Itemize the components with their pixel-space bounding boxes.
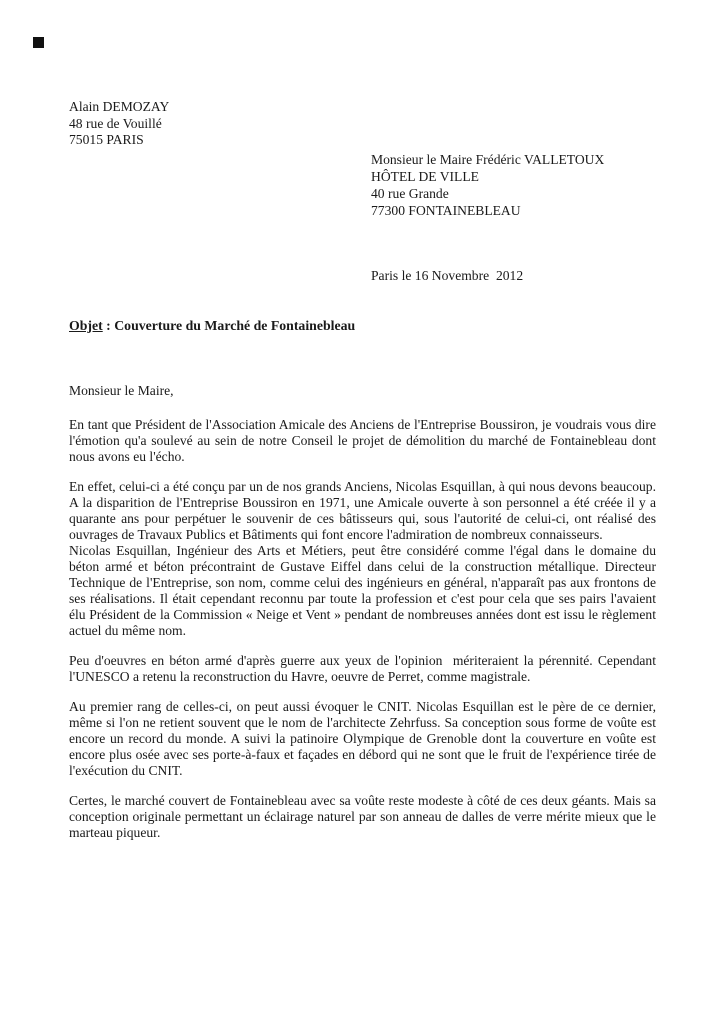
paragraph-4: Peu d'oeuvres en béton armé d'après guerre aux yeux de l'opinion mériteraient la pérennité. Cependant l'UNESCO a retenu la reconstruction du Havre, oeuvre de Perret, comme magistrale. — [69, 653, 656, 684]
paragraph-6: Certes, le marché couvert de Fontainebleau avec sa voûte reste modeste à côté de ces deux géants. Mais sa conception originale permettant un éclairage naturel par son anneau de dalles de verre mérite mieux que le marteau piqueur. — [69, 793, 656, 840]
date-line: Paris le 16 Novembre 2012 — [371, 268, 524, 283]
recipient-name: Monsieur le Maire Frédéric VALLETOUX — [371, 152, 605, 167]
letter-body — [69, 383, 656, 841]
paragraph-5: Au premier rang de celles-ci, on peut aussi évoquer le CNIT. Nicolas Esquillan est le père de ce dernier, même si l'on ne retient souvent que le nom de l'architecte Zehrfuss. Sa conception sous forme de voûte est encore un record du monde. A suivi la patinoire Olympique de Grenoble dont la couverture en voûte est encore plus osée avec ses porte-à-faux et façades en débord qui ne sont que le fruit de l'expérience tirée de l'exécution du CNIT. — [69, 699, 656, 778]
sender-address-block — [69, 99, 169, 149]
subject-separator: : — [102, 318, 115, 333]
subject-text: Couverture du Marché de Fontainebleau — [114, 318, 356, 333]
sender-street: 48 rue de Vouillé — [69, 115, 162, 131]
sender-name: Alain DEMOZAY — [69, 99, 170, 114]
recipient-city: 77300 FONTAINEBLEAU — [371, 203, 521, 218]
subject-line — [69, 318, 355, 334]
recipient-institution: HÔTEL DE VILLE — [371, 169, 479, 184]
recipient-street: 40 rue Grande — [371, 186, 449, 201]
salutation: Monsieur le Maire, — [69, 383, 174, 398]
subject-label: Objet — [69, 318, 103, 333]
sender-city: 75015 PARIS — [69, 132, 144, 147]
scan-artifact-mark — [33, 37, 44, 48]
paragraph-2: En effet, celui-ci a été conçu par un de nos grands Anciens, Nicolas Esquillan, à qui nous devons beaucoup. A la disparition de l'Entreprise Boussiron en 1971, une Amicale ouverte à son personnel a été créée il y a quarante ans pour perpétuer le souvenir de ces bâtisseurs qui, sous l'autorité de celui-ci, ont réalisé des ouvrages de Travaux Publics et Bâtiments qui font encore l'admiration de nombreux connaisseurs. — [69, 479, 656, 542]
paragraph-1: En tant que Président de l'Association Amicale des Anciens de l'Entreprise Boussiron, je voudrais vous dire l'émotion qu'a soulevé au sein de notre Conseil le projet de démolition du marché de Fontainebleau dont nous avons eu l'écho. — [69, 417, 656, 464]
paragraph-3: Nicolas Esquillan, Ingénieur des Arts et Métiers, peut être considéré comme l'égal dans le domaine du béton armé et béton précontraint de Gustave Eiffel dans celui de la construction métallique. Directeur Technique de l'Entreprise, son nom, comme celui des ingénieurs en général, n'apparaît pas aux frontons de ses réalisations. Il était cependant reconnu par toute la profession et c'est pour cela que ses pairs l'avaient élu Président de la Commission « Neige et Vent » pendant de nombreuses années dont est issu le règlement actuel du même nom. — [69, 543, 656, 638]
recipient-address-block — [371, 151, 604, 219]
